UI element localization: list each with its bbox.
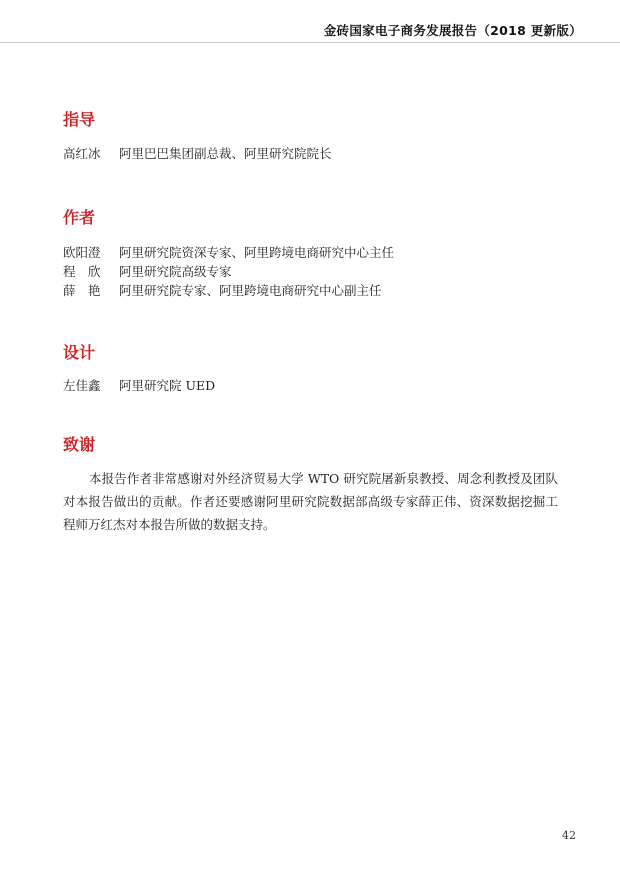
person-name: 薛 艳 bbox=[63, 283, 101, 298]
section-heading-acknowledgement: 致谢 bbox=[63, 435, 96, 454]
design-person-row bbox=[63, 378, 215, 394]
section-heading-guidance: 指导 bbox=[63, 110, 96, 129]
person-role: 阿里巴巴集团副总裁、阿里研究院院长 bbox=[119, 146, 332, 161]
author-person-row bbox=[63, 245, 394, 261]
person-name: 高红冰 bbox=[63, 146, 101, 161]
person-role: 阿里研究院资深专家、阿里跨境电商研究中心主任 bbox=[119, 245, 395, 260]
section-heading-design: 设计 bbox=[63, 343, 96, 362]
author-person-row bbox=[63, 283, 382, 299]
person-name: 程 欣 bbox=[63, 264, 101, 279]
person-role: 阿里研究院专家、阿里跨境电商研究中心副主任 bbox=[119, 283, 382, 298]
acknowledgement-paragraph: 本报告作者非常感谢对外经济贸易大学 WTO 研究院屠新泉教授、周念利教授及团队对本报告做出的贡献。作者还要感谢阿里研究院数据部高级专家薛正伟、资深数据挖掘工程师万红杰对本报告所做的数据支持。 bbox=[63, 471, 558, 532]
running-header: 金砖国家电子商务发展报告（2018 更新版） bbox=[323, 23, 582, 38]
header-rule bbox=[0, 42, 620, 43]
page-number: 42 bbox=[562, 829, 576, 842]
person-role: 阿里研究院高级专家 bbox=[119, 264, 232, 279]
author-person-row bbox=[63, 264, 232, 280]
person-name: 欧阳澄 bbox=[63, 245, 101, 260]
section-heading-authors: 作者 bbox=[63, 208, 96, 227]
person-name: 左佳鑫 bbox=[63, 378, 101, 393]
guidance-person-row bbox=[63, 146, 332, 162]
person-role: 阿里研究院 UED bbox=[119, 378, 216, 393]
